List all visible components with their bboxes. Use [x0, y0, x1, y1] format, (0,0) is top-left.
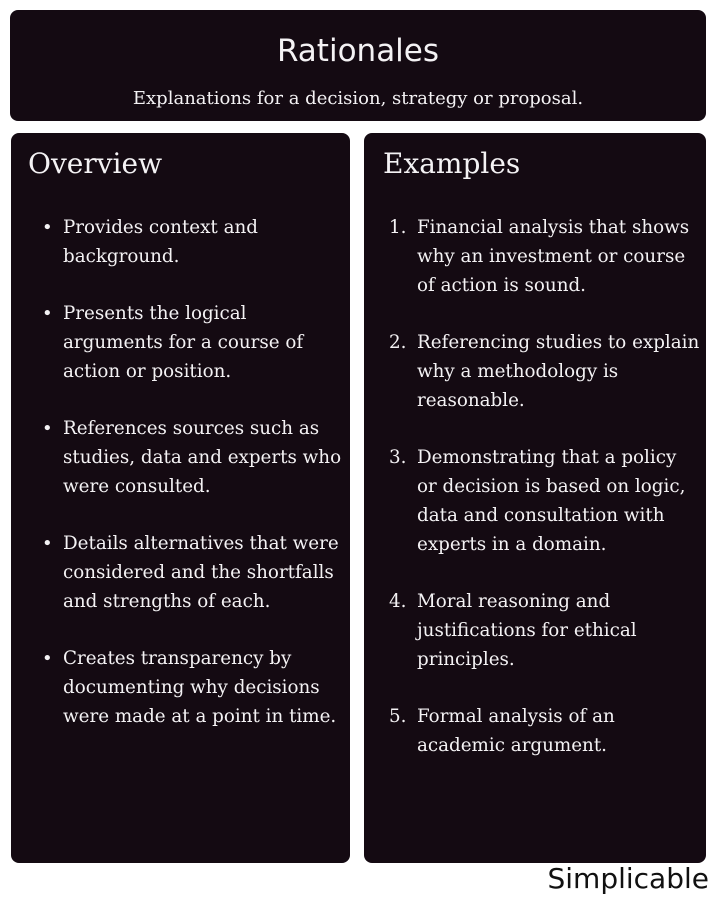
page-title: Rationales: [276, 33, 440, 69]
list-item: [11, 213, 350, 271]
item-number: 4.: [389, 591, 407, 612]
list-item: [364, 587, 706, 674]
item-number: 2.: [389, 332, 407, 353]
example-item-text: Demonstrating that a policy or decision is based on logic, data and consultation with experts in a domain.: [417, 447, 686, 555]
overview-item-text: References sources such as studies, data and experts who were consulted.: [63, 418, 342, 497]
item-number: 5.: [389, 706, 407, 727]
overview-item-text: Provides context and background.: [63, 217, 258, 267]
header-panel: [10, 10, 706, 121]
page-subtitle: Explanations for a decision, strategy or proposal.: [132, 88, 584, 109]
item-number: 3.: [389, 447, 407, 468]
bullet-icon: •: [42, 217, 53, 238]
bullet-icon: •: [42, 533, 53, 554]
list-item: [11, 529, 350, 616]
example-item-text: Referencing studies to explain why a methodology is reasonable.: [417, 332, 700, 411]
example-item-text: Moral reasoning and justifications for ethical principles.: [417, 591, 637, 670]
overview-title: Overview: [28, 147, 163, 180]
overview-item-text: Creates transparency by documenting why decisions were made at a point in time.: [63, 648, 337, 727]
list-item: [364, 328, 706, 415]
examples-list: [364, 213, 706, 788]
brand-logo: Simplicable: [547, 862, 709, 895]
list-item: [11, 414, 350, 501]
list-item: [364, 443, 706, 559]
overview-item-text: Presents the logical arguments for a course of action or position.: [63, 303, 304, 382]
list-item: [364, 702, 706, 760]
bullet-icon: •: [42, 648, 53, 669]
example-item-text: Formal analysis of an academic argument.: [417, 706, 615, 756]
bullet-icon: •: [42, 303, 53, 324]
bullet-icon: •: [42, 418, 53, 439]
item-number: 1.: [389, 217, 407, 238]
examples-title: Examples: [383, 147, 521, 180]
examples-panel: [364, 133, 706, 863]
overview-item-text: Details alternatives that were considered and the shortfalls and strengths of each.: [63, 533, 339, 612]
list-item: [364, 213, 706, 300]
list-item: [11, 299, 350, 386]
list-item: [11, 644, 350, 731]
overview-panel: [11, 133, 350, 863]
overview-list: [11, 213, 350, 759]
example-item-text: Financial analysis that shows why an investment or course of action is sound.: [417, 217, 690, 296]
